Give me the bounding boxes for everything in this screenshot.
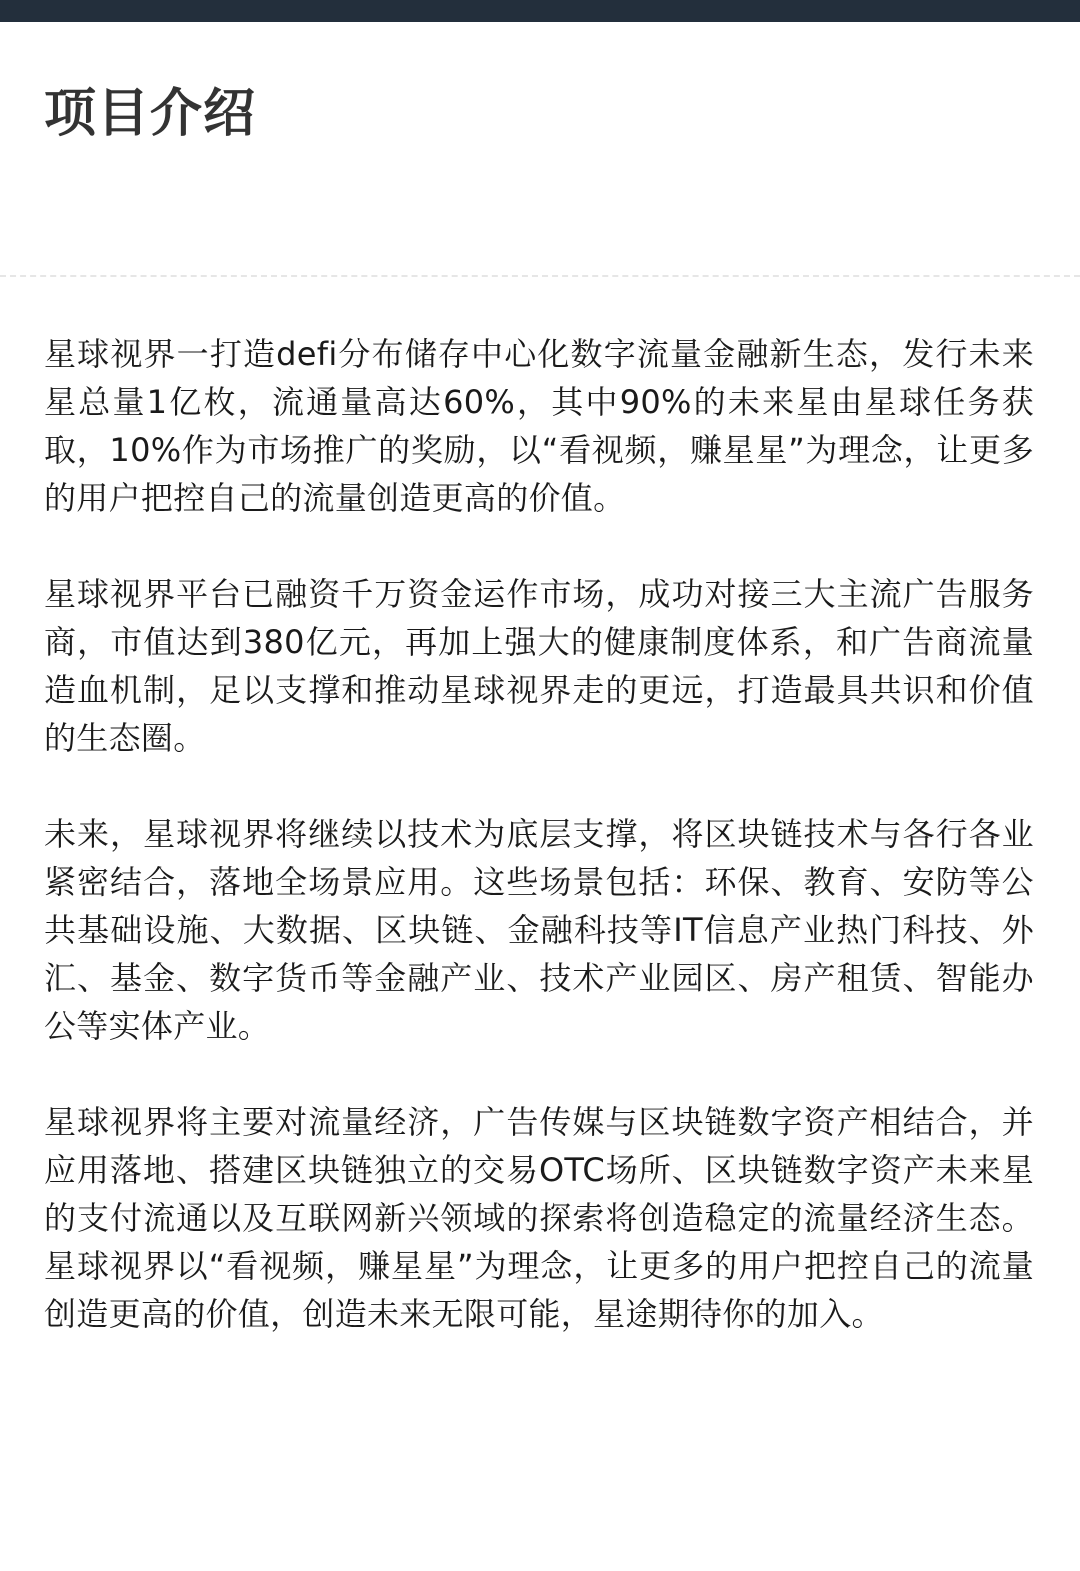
paragraph-financing: 星球视界平台已融资千万资金运作市场，成功对接三大主流广告服务商，市值达到380亿元，再加上强大的健康制度体系，和广告商流量造血机制，足以支撑和推动星球视界走的更远，打造最具共识和价值的生态圈。 (44, 575, 1034, 757)
dashed-divider (0, 275, 1080, 277)
project-description (44, 330, 1034, 1386)
status-bar (0, 0, 1080, 22)
paragraph-future: 未来，星球视界将继续以技术为底层支撑，将区块链技术与各行各业紧密结合，落地全场景应用。这些场景包括：环保、教育、安防等公共基础设施、大数据、区块链、金融科技等IT信息产业热门科技、外汇、基金、数字货币等金融产业、技术产业园区、房产租赁、智能办公等实体产业。 (44, 815, 1034, 1045)
page-title: 项目介绍 (44, 84, 257, 144)
paragraph-overview: 星球视界一打造defi分布储存中心化数字流量金融新生态，发行未来星总量1亿枚，流通量高达60%，其中90%的未来星由星球任务获取，10%作为市场推广的奖励，以“看视频，赚星星”为理念，让更多的用户把控自己的流量创造更高的价值。 (44, 335, 1034, 517)
paragraph-ecosystem: 星球视界将主要对流量经济，广告传媒与区块链数字资产相结合，并应用落地、搭建区块链独立的交易OTC场所、区块链数字资产未来星的支付流通以及互联网新兴领域的探索将创造稳定的流量经济生态。星球视界以“看视频，赚星星”为理念，让更多的用户把控自己的流量创造更高的价值，创造未来无限可能，星途期待你的加入。 (44, 1103, 1034, 1333)
